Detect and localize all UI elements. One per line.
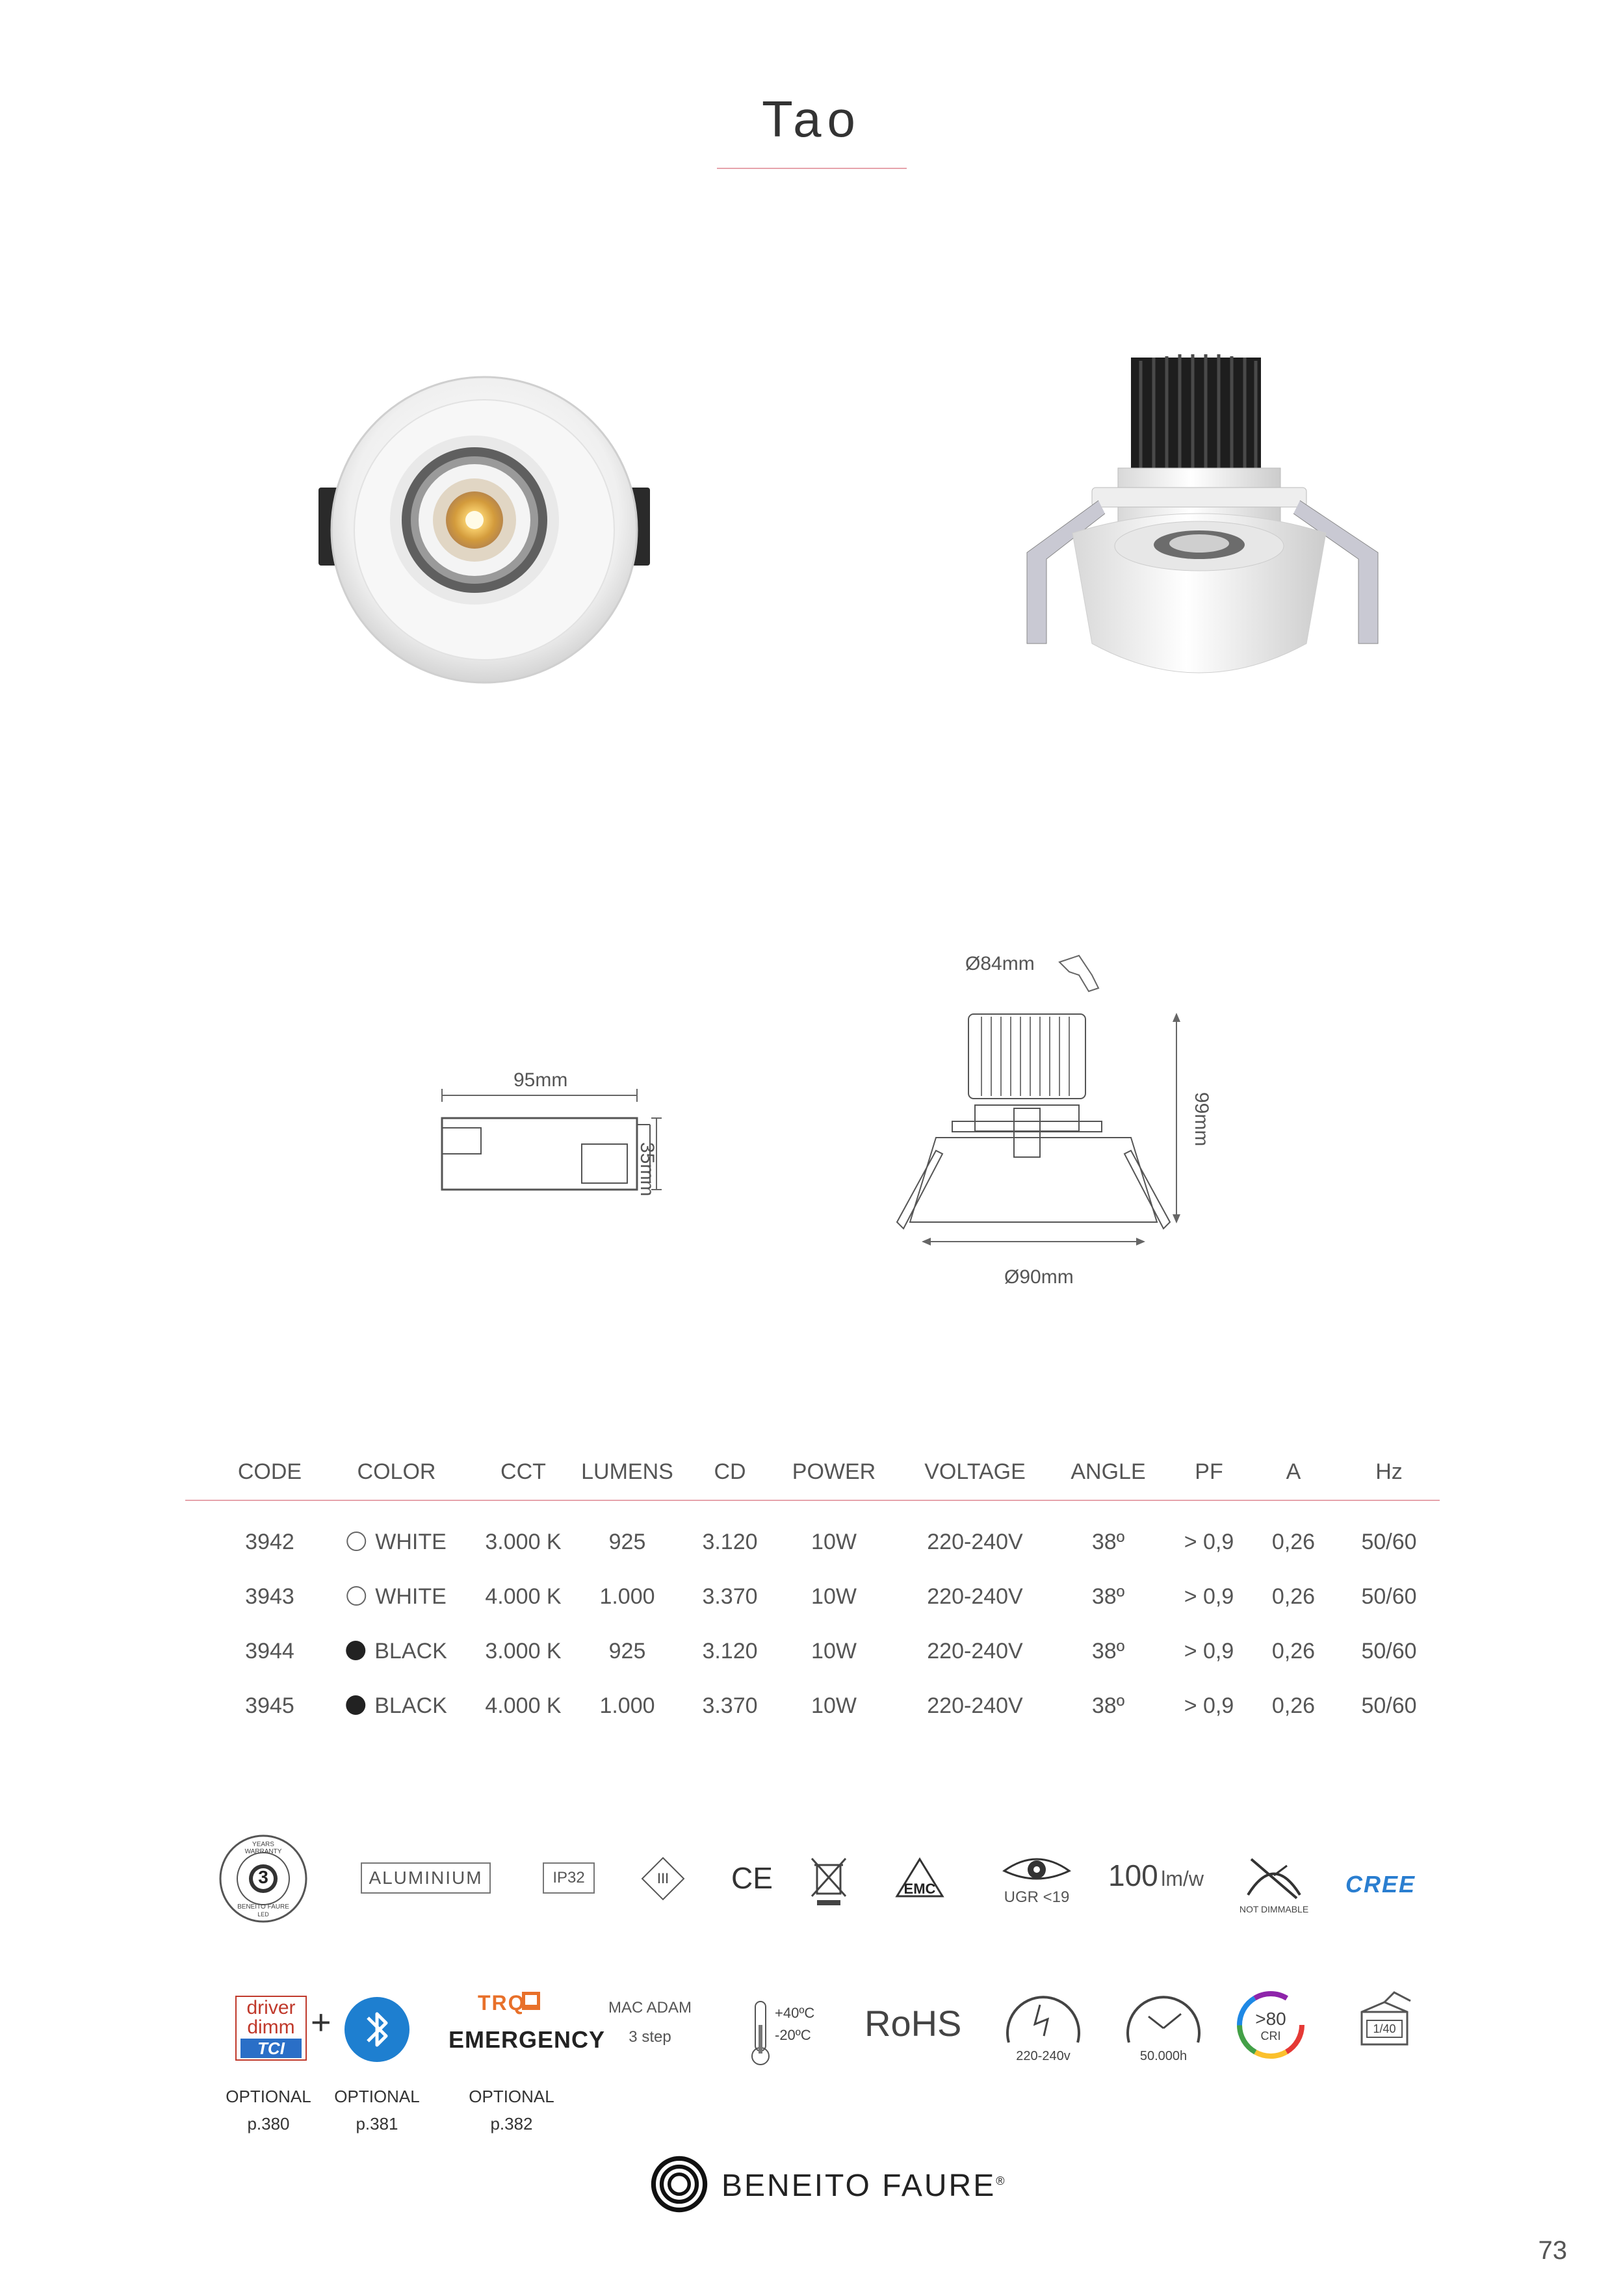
cell-color: [346, 1639, 447, 1664]
option1-label: OPTIONAL: [226, 2087, 311, 2106]
cell-a: 0,26: [1271, 1530, 1316, 1554]
header-cd: CD: [714, 1459, 746, 1484]
voltage-gauge-icon: [1001, 1990, 1085, 2075]
header-lumens: LUMENS: [581, 1459, 673, 1484]
cell-cct: 4.000 K: [485, 1693, 562, 1718]
cell-angle: 38º: [1091, 1530, 1125, 1554]
color-swatch-icon: [346, 1695, 365, 1715]
cell-voltage: 220-240V: [927, 1639, 1023, 1663]
table-header: [182, 1459, 1443, 1497]
spec-table: [182, 1459, 1443, 1748]
table-row: [182, 1530, 1443, 1584]
cell-angle: 38º: [1091, 1693, 1125, 1718]
option3-page: p.382: [490, 2114, 533, 2133]
bluetooth-icon: [343, 1996, 411, 2064]
cree-text: CREE: [1345, 1871, 1416, 1898]
cri-value: >80: [1255, 2009, 1286, 2029]
cell-hz: 50/60: [1361, 1639, 1417, 1663]
voltage-range-label: 220-240v: [1016, 2049, 1071, 2063]
cell-cd: 3.370: [702, 1584, 758, 1609]
cell-a: 0,26: [1271, 1639, 1316, 1663]
color-name: WHITE: [375, 1530, 447, 1554]
efficacy-indicator: [1108, 1858, 1204, 1893]
plus-sign: +: [311, 2003, 331, 2042]
cell-lumens: 925: [608, 1530, 646, 1554]
warranty-text: YEARS WARRANTY: [244, 1841, 282, 1855]
table-row: [182, 1584, 1443, 1639]
color-name: BLACK: [374, 1693, 447, 1718]
not-dimmable-icon: [1238, 1849, 1310, 1921]
cell-voltage: 220-240V: [927, 1530, 1023, 1554]
cutout-diameter-label: Ø84mm: [965, 953, 1035, 974]
cell-pf: > 0,9: [1184, 1693, 1234, 1718]
cell-pf: > 0,9: [1184, 1639, 1234, 1663]
header-voltage: VOLTAGE: [924, 1459, 1026, 1484]
not-dimmable-label: NOT DIMMABLE: [1239, 1904, 1309, 1914]
option1-page: p.380: [247, 2114, 290, 2133]
cell-angle: 38º: [1091, 1639, 1125, 1663]
cell-pf: > 0,9: [1184, 1530, 1234, 1554]
cri-icon: [1235, 1989, 1306, 2061]
warranty-brand: BENEITO FAURE: [237, 1903, 289, 1911]
package-box-icon: [1355, 1989, 1414, 2054]
driver-line3: TCI: [240, 2039, 302, 2058]
driver-line1: driver: [246, 1997, 296, 2018]
height-label: 99mm: [1191, 1092, 1212, 1147]
header-color: COLOR: [357, 1459, 436, 1484]
color-swatch-icon: [346, 1532, 366, 1551]
brand-rings-icon: [650, 2155, 708, 2213]
emc-text: EMC: [903, 1881, 936, 1897]
cell-voltage: 220-240V: [927, 1693, 1023, 1718]
aluminium-badge: ALUMINIUM: [361, 1862, 491, 1894]
brand-registered: ®: [996, 2174, 1007, 2187]
table-row: [182, 1693, 1443, 1748]
header-pf: PF: [1195, 1459, 1223, 1484]
ip-rating-badge: IP32: [543, 1862, 595, 1894]
eye-icon: [1001, 1853, 1072, 1918]
header-power: POWER: [792, 1459, 876, 1484]
product-photo-side: [1014, 338, 1404, 702]
warranty-seal-icon: [218, 1833, 309, 1924]
cell-angle: 38º: [1091, 1584, 1125, 1609]
cell-power: 10W: [811, 1584, 857, 1609]
cell-pf: > 0,9: [1184, 1584, 1234, 1609]
cell-code: 3944: [245, 1639, 294, 1663]
cell-cct: 4.000 K: [485, 1584, 562, 1609]
driver-length-label: 95mm: [513, 1069, 568, 1091]
cell-cd: 3.120: [702, 1639, 758, 1663]
option2-page: p.381: [356, 2114, 398, 2133]
cree-logo-icon: [1345, 1871, 1443, 1903]
cell-cd: 3.370: [702, 1693, 758, 1718]
ugr-label: UGR <19: [1004, 1888, 1070, 1906]
driver-height-label: 35mm: [636, 1142, 658, 1197]
cell-lumens: 1.000: [599, 1584, 655, 1609]
cell-hz: 50/60: [1361, 1530, 1417, 1554]
mac-adam-step: 3 step: [629, 2028, 671, 2046]
emc-mark-icon: [890, 1856, 949, 1901]
header-angle: ANGLE: [1071, 1459, 1146, 1484]
cri-label: CRI: [1260, 2029, 1281, 2042]
cell-cct: 3.000 K: [485, 1639, 562, 1663]
cell-power: 10W: [811, 1693, 857, 1718]
color-swatch-icon: [346, 1586, 366, 1606]
header-cct: CCT: [500, 1459, 546, 1484]
lifetime-label: 50.000h: [1139, 2049, 1188, 2063]
driver-dimension-drawing: [429, 1053, 728, 1235]
title-underline: [717, 168, 907, 169]
ce-mark-icon: CE: [731, 1861, 773, 1895]
trq-logo: TRQ: [478, 1991, 526, 2015]
package-quantity: 1/40: [1373, 2022, 1396, 2035]
temp-max: +40ºC: [775, 2005, 815, 2021]
temp-min: -20ºC: [775, 2027, 811, 2043]
emergency-label: EMERGENCY: [448, 2026, 606, 2053]
cell-voltage: 220-240V: [927, 1584, 1023, 1609]
driver-line2: dimm: [247, 2016, 295, 2038]
table-row: [182, 1639, 1443, 1693]
outer-diameter-label: Ø90mm: [1004, 1266, 1074, 1288]
brand-name: BENEITO FAURE: [721, 2169, 996, 2203]
weee-bin-icon: [809, 1856, 848, 1908]
header-hz: Hz: [1375, 1459, 1403, 1484]
trq-mark-icon: [522, 1992, 540, 2010]
luminaire-dimension-drawing: [884, 936, 1209, 1300]
cell-power: 10W: [811, 1639, 857, 1663]
lifetime-clock-icon: [1121, 1990, 1206, 2075]
cell-color: [346, 1584, 447, 1610]
efficacy-unit: lm/w: [1161, 1867, 1204, 1890]
brand-logo: [650, 2152, 1007, 2217]
cell-color: [346, 1530, 447, 1555]
class-iii-icon: [640, 1856, 686, 1901]
rohs-mark: RoHS: [864, 2003, 962, 2044]
page-title: Tao: [762, 90, 861, 148]
warranty-years: 3: [258, 1867, 268, 1887]
class-iii-text: III: [656, 1870, 669, 1886]
header-a: A: [1286, 1459, 1301, 1484]
option3-label: OPTIONAL: [469, 2087, 554, 2106]
cell-lumens: 925: [608, 1639, 646, 1663]
option2-label: OPTIONAL: [334, 2087, 420, 2106]
cell-code: 3943: [245, 1584, 294, 1609]
color-swatch-icon: [346, 1641, 365, 1660]
cell-a: 0,26: [1271, 1584, 1316, 1609]
mac-adam-label: MAC ADAM: [608, 1999, 692, 2016]
color-name: BLACK: [374, 1639, 447, 1663]
cell-color: [346, 1693, 447, 1719]
cell-cd: 3.120: [702, 1530, 758, 1554]
warranty-led: LED: [257, 1911, 269, 1918]
cell-a: 0,26: [1271, 1693, 1316, 1718]
efficacy-value: 100: [1108, 1859, 1158, 1892]
cell-lumens: 1.000: [599, 1693, 655, 1718]
color-name: WHITE: [375, 1584, 447, 1609]
header-code: CODE: [237, 1459, 302, 1484]
thermometer-icon: [747, 1999, 773, 2067]
cell-power: 10W: [811, 1530, 857, 1554]
product-photo-front: [312, 367, 656, 692]
driver-dimm-tci-icon: [235, 1996, 307, 2061]
page-number: 73: [1538, 2236, 1567, 2265]
cell-cct: 3.000 K: [485, 1530, 562, 1554]
cell-code: 3945: [245, 1693, 294, 1718]
cell-hz: 50/60: [1361, 1584, 1417, 1609]
cell-code: 3942: [245, 1530, 294, 1554]
cell-hz: 50/60: [1361, 1693, 1417, 1718]
